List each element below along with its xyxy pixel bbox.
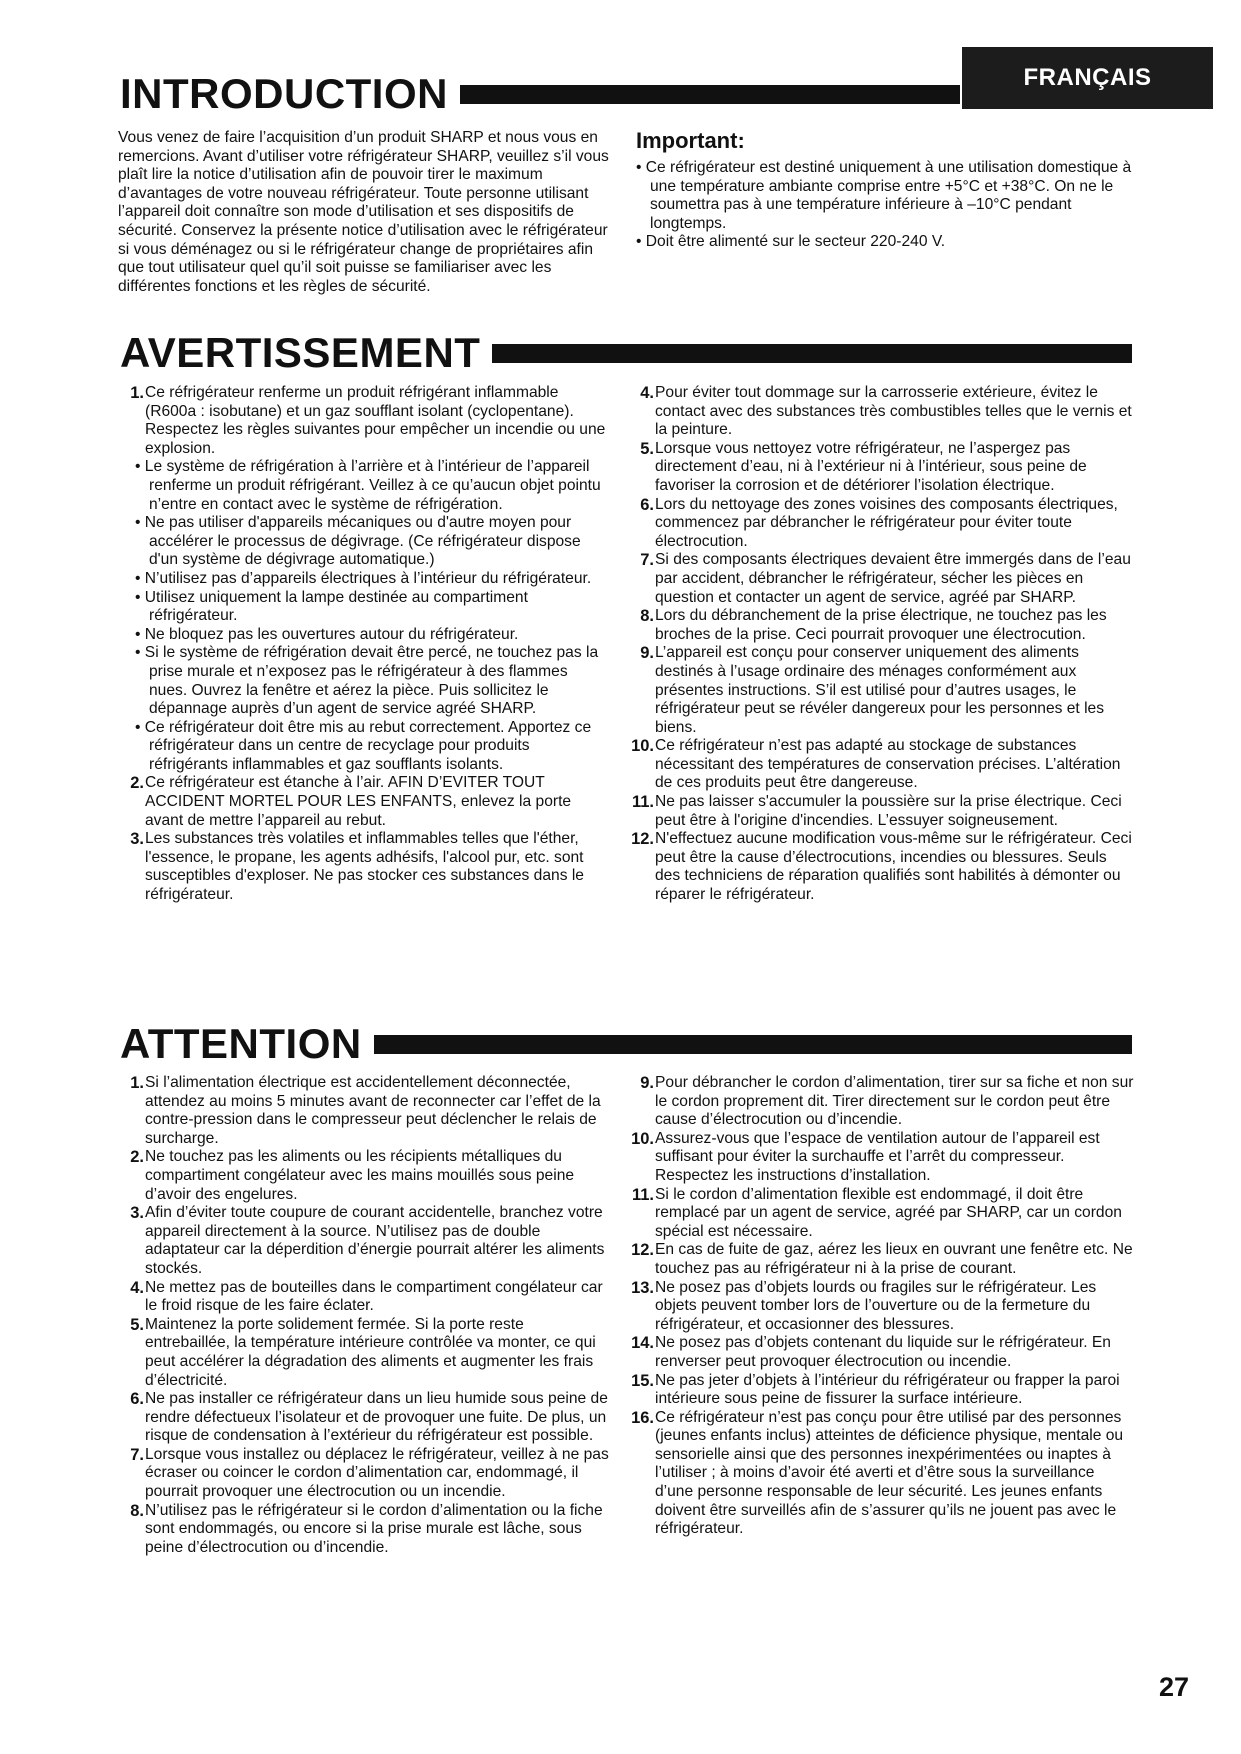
item-number: 7. — [640, 551, 654, 570]
item-number: 4. — [130, 1278, 144, 1297]
item-number: 16. — [631, 1408, 654, 1427]
warning-bullet: • Ne bloquez pas les ouvertures autour du réfrigérateur. — [135, 625, 519, 643]
item-text: L’appareil est conçu pour conserver uniquement des aliments destinés à l’usage ordinaire des ménages conformément aux présentes instructions. S’il est utilisé pour d’autres usages, le réfrigérateur peut se révéler dangereux pour les personnes et les biens. — [655, 644, 1105, 736]
item-text: Ne touchez pas les aliments ou les récipients métalliques du compartiment congélateur avec les mains mouillés sous peine d’avoir des engelures. — [145, 1148, 575, 1203]
warning-item — [628, 551, 1135, 607]
warning-bullet: • Ce réfrigérateur doit être mis au rebut correctement. Apportez ce réfrigérateur dans un centre de recyclage pour produits réfrigérants inflammables et gaz soufflants isolants. — [135, 718, 592, 773]
item-text: Lorsque vous installez ou déplacez le réfrigérateur, veillez à ne pas écraser ou coincer le cordon d’alimentation car, endommagé, il pourrait provoquer une électrocution ou un incendie. — [145, 1445, 609, 1501]
warning-item — [628, 440, 1135, 496]
item-text: Les substances très volatiles et inflammables telles que l'éther, l'essence, le propane, les agents adhésifs, l'alcool pur, etc. sont susceptibles d'exploser. Ne pas stocker ces substances dans le réfrigérateur. — [145, 830, 584, 904]
important-title: Important: — [636, 128, 745, 153]
item-text: En cas de fuite de gaz, aérez les lieux en ouvrant une fenêtre etc. Ne touchez pas au réfrigérateur ni à la prise de courant. — [655, 1241, 1133, 1277]
caution-item — [118, 1148, 610, 1204]
item-text: N'effectuez aucune modification vous-même sur le réfrigérateur. Ceci peut être la cause d’électrocutions, incendies ou blessures. Seuls des techniciens de réparation qualifiés sont habilités à démonter ou réparer le réfrigérateur. — [655, 830, 1132, 904]
introduction-title: INTRODUCTION — [120, 70, 448, 117]
caution-item — [628, 1409, 1135, 1539]
warning-item — [118, 830, 610, 904]
item-number: 7. — [130, 1445, 144, 1464]
item-number: 2. — [130, 774, 144, 793]
warning-item — [628, 830, 1135, 904]
warning-bullet: • Si le système de réfrigération devait être percé, ne touchez pas la prise murale et n’exposez pas le réfrigérateur à des flammes nues. Ouvrez la fenêtre et aérez la pièce. Puis sollicitez le dépannage auprès d’un agent de service agréé SHARP. — [135, 644, 599, 718]
warning-bullet: • Utilisez uniquement la lampe destinée au compartiment réfrigérateur. — [135, 588, 528, 625]
item-text: Ne posez pas d’objets contenant du liquide sur le réfrigérateur. En renverser peut provoquer électrocution ou incendie. — [655, 1334, 1111, 1370]
warning-item — [118, 774, 610, 830]
item-text: Afin d’éviter toute coupure de courant accidentelle, branchez votre appareil directement à la source. N’utilisez pas de double adaptateur car la déperdition d’énergie pourrait altérer les aliments stockés. — [145, 1204, 605, 1277]
item-number: 15. — [631, 1371, 654, 1390]
caution-item — [628, 1241, 1135, 1278]
item-number: 10. — [631, 737, 654, 756]
caution-item — [628, 1186, 1135, 1242]
warning-item — [628, 384, 1135, 440]
item-number: 8. — [130, 1501, 144, 1520]
item-number: 11. — [631, 1185, 654, 1204]
warning-bullet: • N’utilisez pas d’appareils électriques à l’intérieur du réfrigérateur. — [135, 569, 592, 587]
caution-item — [118, 1204, 610, 1278]
avertissement-title: AVERTISSEMENT — [120, 329, 481, 376]
item-text: Ne pas installer ce réfrigérateur dans un lieu humide sous peine de rendre défectueux l’isolateur et de provoquer une fuite. De plus, un risque de condensation à l’extérieur du réfrigérateur est possible. — [145, 1390, 608, 1445]
caution-item — [118, 1390, 610, 1446]
item-text: Pour éviter tout dommage sur la carrosserie extérieure, évitez le contact avec des substances très combustibles telles que le vernis et la peinture. — [655, 384, 1132, 439]
caution-item — [628, 1279, 1135, 1335]
item-text: Lors du nettoyage des zones voisines des composants électriques, commencez par débrancher le réfrigérateur pour éviter toute électrocution. — [655, 495, 1118, 550]
attention-right-column — [628, 1074, 1135, 1539]
important-item: • Doit être alimenté sur le secteur 220-240 V. — [636, 233, 946, 251]
heading-rule — [492, 344, 1132, 363]
language-tab: FRANÇAIS — [962, 47, 1213, 109]
item-text: Ce réfrigérateur est étanche à l’air. AFIN D’EVITER TOUT ACCIDENT MORTEL POUR LES ENFANTS, enlevez la porte avant de mettre l’appareil au rebut. — [145, 774, 572, 829]
attention-heading — [120, 1020, 1132, 1067]
caution-item — [118, 1502, 610, 1558]
item-number: 8. — [640, 607, 654, 626]
warning-bullet: • Ne pas utiliser d'appareils mécaniques ou d'autre moyen pour accélérer le processus de dégivrage. (Ce réfrigérateur dispose d'un système de dégivrage automatique.) — [135, 514, 581, 569]
caution-item — [628, 1334, 1135, 1371]
caution-item — [118, 1446, 610, 1502]
item-number: 1. — [130, 1074, 144, 1092]
item-text: N’utilisez pas le réfrigérateur si le cordon d’alimentation ou la fiche sont endommagés, ou encore si la prise murale est lâche, sous peine d’électrocution ou d’incendie. — [145, 1501, 603, 1556]
item-text: Pour débrancher le cordon d’alimentation, tirer sur sa fiche et non sur le cordon proprement dit. Tirer directement sur le cordon peut être cause d’électrocution ou d’incendie. — [655, 1074, 1134, 1129]
item-text: Lors du débranchement de la prise électrique, ne touchez pas les broches de la prise. Ceci pourrait provoquer une électrocution. — [655, 607, 1107, 643]
item-number: 4. — [640, 384, 654, 402]
attention-left-column — [118, 1074, 610, 1557]
introduction-heading — [120, 70, 960, 117]
item-number: 5. — [130, 1315, 144, 1334]
warning-item — [628, 496, 1135, 552]
item-number: 6. — [640, 495, 654, 514]
heading-rule — [460, 85, 960, 104]
avertissement-right-column — [628, 384, 1135, 905]
item-text: Ne mettez pas de bouteilles dans le compartiment congélateur car le froid risque de les faire éclater. — [145, 1278, 603, 1315]
item-text: Ce réfrigérateur n’est pas conçu pour être utilisé par des personnes (jeunes enfants inclus) atteintes de déficience physique, mentale ou sensorielle ainsi que des personnes inexpérimentées ou inaptes à l’utiliser ; à moins d’avoir été averti et d’être sous la surveillance d’une personne responsable de leur sécurité. Les jeunes enfants doivent être surveillés afin de s’assurer qu’ils ne jouent pas avec le réfrigérateur. — [655, 1408, 1124, 1538]
item-number: 12. — [631, 830, 654, 849]
item-text: Si l’alimentation électrique est accidentellement déconnectée, attendez au moins 5 minutes avant de reconnecter car l’effet de la contre-pression dans le compresseur peut déclencher le relais de surcharge. — [145, 1074, 601, 1147]
item-text: Ne pas jeter d’objets à l’intérieur du réfrigérateur ou frapper la paroi intérieure sous peine de fissurer la surface intérieure. — [655, 1371, 1120, 1408]
avertissement-heading — [120, 329, 1132, 376]
item-number: 3. — [130, 830, 144, 849]
heading-rule — [374, 1035, 1132, 1054]
item-text: Si le cordon d’alimentation flexible est endommagé, il doit être remplacé par un agent de service, agréé par SHARP, car un cordon spécial est nécessaire. — [655, 1185, 1122, 1240]
item-text: Ne posez pas d’objets lourds ou fragiles sur le réfrigérateur. Les objets peuvent tomber lors de l’ouverture ou de la fermeture du réfrigérateur, et occasionner des blessures. — [655, 1278, 1097, 1333]
page-number: 27 — [1158, 1672, 1189, 1702]
warning-item — [628, 644, 1135, 737]
avertissement-left-column — [118, 384, 610, 905]
item-number: 14. — [631, 1334, 654, 1353]
item-text: Si des composants électriques devaient être immergés dans de l’eau par accident, débrancher le réfrigérateur, sécher les pièces en question et contacter un agent de service, agréé par SHARP. — [655, 551, 1131, 606]
item-number: 11. — [631, 793, 654, 812]
item-text: Ce réfrigérateur n’est pas adapté au stockage de substances nécessitant des températures de conservation précises. L’altération de ces produits peut être dangereuse. — [655, 737, 1121, 792]
warning-item — [628, 737, 1135, 793]
important-box — [636, 129, 1133, 252]
item-number: 9. — [640, 1074, 654, 1092]
item-number: 9. — [640, 644, 654, 663]
caution-item — [628, 1372, 1135, 1409]
warning-bullet: • Le système de réfrigération à l’arrière et à l’intérieur de l’appareil renferme un produit réfrigérant. Veillez à ce qu’aucun objet pointu n’entre en contact avec le système de réfrigération. — [135, 458, 601, 513]
item-text: Maintenez la porte solidement fermée. Si la porte reste entrebaillée, la température intérieure contrôlée va monter, ce qui peut accélérer la dégradation des aliments et augmenter les frais d’électricité. — [145, 1315, 596, 1389]
item-text: Ce réfrigérateur renferme un produit réfrigérant inflammable (R600a : isobutane) et un gaz soufflant isolant (cyclopentane). Respectez les règles suivantes pour empêcher un incendie ou une explosion. — [145, 384, 606, 457]
caution-item — [118, 1279, 610, 1316]
intro-paragraph: Vous venez de faire l’acquisition d’un produit SHARP et nous vous en remercions. Avant d’utiliser votre réfrigérateur SHARP, veuillez s’il vous plaît lire la notice d’utilisation afin de pouvoir tirer le maximum d’avantages de votre nouveau réfrigérateur. Toute personne utilisant l’appareil doit connaître son mode d’utilisation et ses dispositifs de sécurité. Conservez la présente notice d’utilisation avec le réfrigérateur si vous déménagez ou si le réfrigérateur change de propriétaires afin que tout utilisateur quel qu’il soit puisse se familiariser avec les différentes fonctions et les règles de sécurité. — [118, 129, 609, 295]
attention-title: ATTENTION — [120, 1020, 362, 1067]
caution-item — [118, 1074, 610, 1148]
item-number: 1. — [130, 384, 144, 402]
warning-item — [118, 384, 610, 774]
item-text: Assurez-vous que l’espace de ventilation autour de l’appareil est suffisant pour éviter la surchauffe et l’arrêt du compresseur. Respectez les instructions d’installation. — [655, 1129, 1100, 1184]
item-text: Lorsque vous nettoyez votre réfrigérateur, ne l’aspergez pas directement d’eau, ni à l’extérieur ni à l’intérieur, sous peine de favoriser la corrosion et de détériorer l’isolation électrique. — [655, 439, 1087, 494]
item-number: 5. — [640, 439, 654, 458]
caution-item — [628, 1074, 1135, 1130]
caution-item — [118, 1316, 610, 1390]
intro-left-column — [118, 129, 610, 296]
item-number: 3. — [130, 1204, 144, 1223]
item-number: 10. — [631, 1129, 654, 1148]
item-text: Ne pas laisser s'accumuler la poussière sur la prise électrique. Ceci peut être à l'origine d'incendies. L’essuyer soigneusement. — [655, 793, 1122, 829]
item-number: 2. — [130, 1148, 144, 1167]
item-number: 12. — [631, 1241, 654, 1260]
item-number: 6. — [130, 1390, 144, 1409]
caution-item — [628, 1130, 1135, 1186]
warning-item — [628, 607, 1135, 644]
warning-item — [628, 793, 1135, 830]
item-number: 13. — [631, 1278, 654, 1297]
important-item: • Ce réfrigérateur est destiné uniquement à une utilisation domestique à une température ambiante comprise entre +5°C et +38°C. On ne le soumettra pas à une température inférieure à –10°C pendant longtemps. — [636, 159, 1132, 232]
